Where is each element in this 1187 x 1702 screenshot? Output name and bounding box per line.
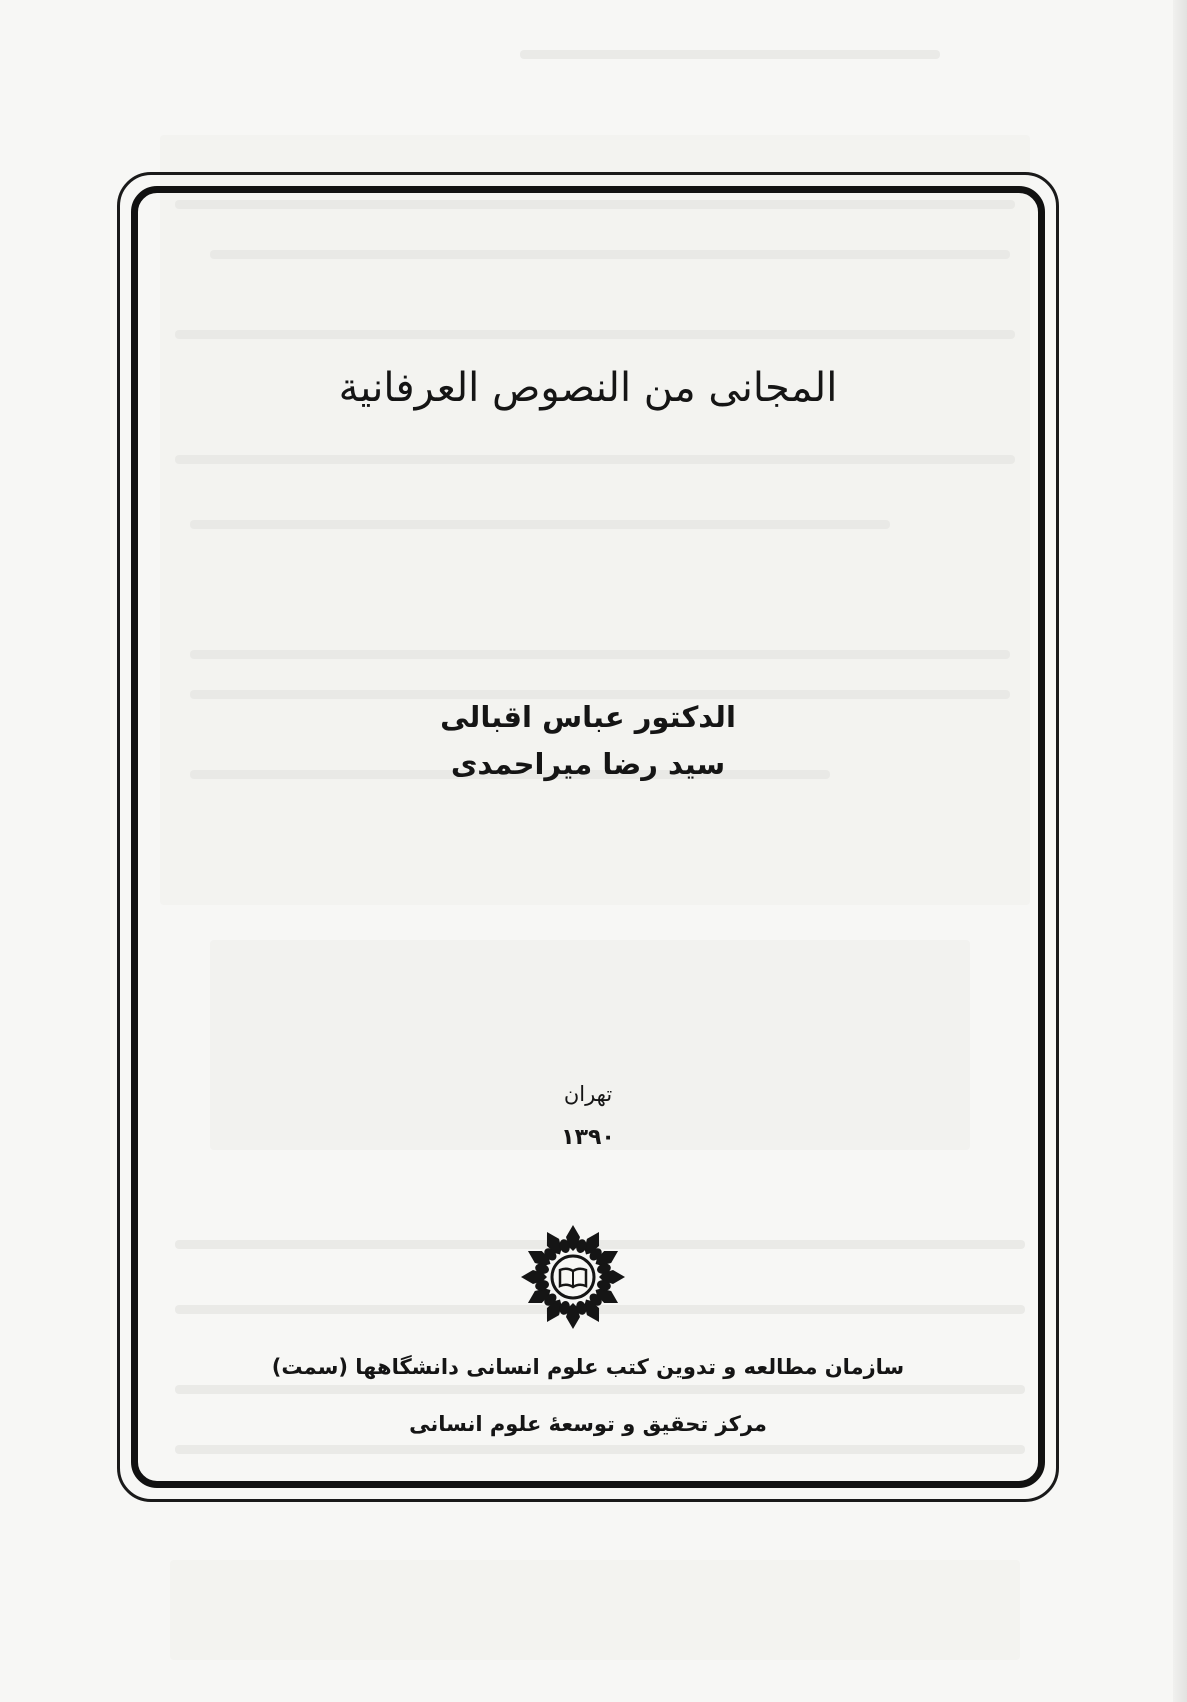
publication-year: ۱۳۹۰	[561, 1125, 615, 1150]
author-name-2: سید رضا میراحمدی	[450, 747, 726, 781]
publisher-name: سازمان مطالعه و تدوین کتب علوم انسانی دانشگاهها (سمت)	[271, 1355, 905, 1379]
research-center-name: مرکز تحقیق و توسعهٔ علوم انسانی	[409, 1412, 767, 1436]
bleed-through-block	[170, 1560, 1020, 1660]
page-edge-shadow	[1173, 0, 1187, 1702]
bleed-through-line	[520, 50, 940, 59]
open-book-emblem-icon	[518, 1222, 628, 1332]
book-title: المجانی من النصوص العرفانیة	[338, 365, 838, 411]
publication-city: تهران	[563, 1082, 613, 1106]
author-name-1: الدکتور عباس اقبالی	[440, 700, 736, 734]
